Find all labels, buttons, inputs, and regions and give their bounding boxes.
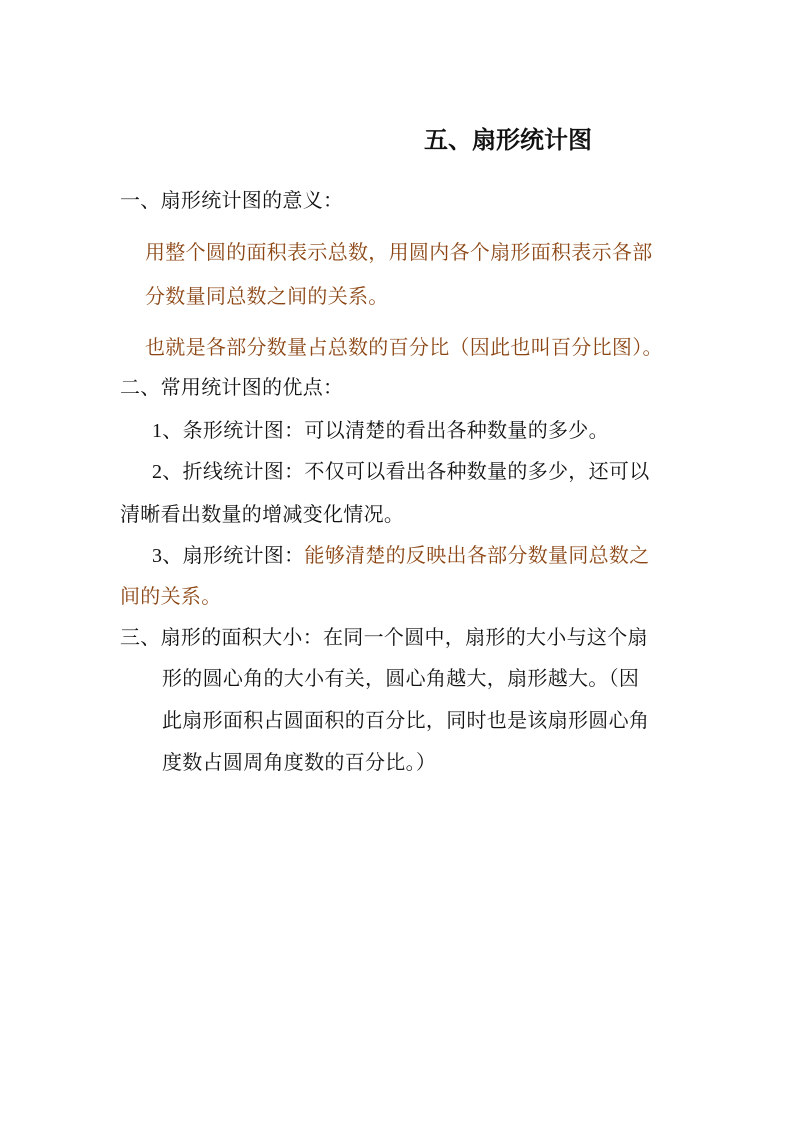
item-text: 条形统计图：可以清楚的看出各种数量的多少。 — [182, 418, 609, 442]
section1-heading: 一、扇形统计图的意义： — [120, 188, 344, 212]
percentage-note: 也就是各部分数量占总数的百分比（因此也叫百分比图）。 — [145, 335, 663, 359]
advantage-item-2-continued: 清晰看出数量的增减变化情况。 — [120, 502, 405, 526]
item-number: 3、 — [152, 545, 183, 567]
section3-line-3: 此扇形面积占圆面积的百分比，同时也是该扇形圆心角 — [162, 708, 650, 732]
advantage-item-1 — [152, 416, 609, 445]
section3-line-2: 形的圆心角的大小有关，圆心角越大，扇形越大。（因 — [162, 666, 640, 690]
item-label: 扇形统计图： — [182, 543, 305, 567]
definition-line-2: 分数量同总数之间的关系。 — [145, 284, 389, 308]
item-text: 折线统计图：不仅可以看出各种数量的多少，还可以 — [182, 459, 650, 483]
advantage-item-3-continued: 间的关系。 — [120, 584, 222, 608]
section3-heading: 三、扇形的面积大小：在同一个圆中，扇形的大小与这个扇 — [120, 625, 648, 649]
item-highlight-text: 能够清楚的反映出各部分数量同总数之 — [304, 543, 650, 567]
advantage-item-2 — [152, 457, 650, 486]
section3-line-4: 度数占圆周角度数的百分比。） — [162, 750, 437, 774]
item-number: 1、 — [152, 420, 183, 442]
page-title: 五、扇形统计图 — [424, 126, 592, 154]
item-number: 2、 — [152, 461, 183, 483]
definition-line-1: 用整个圆的面积表示总数，用圆内各个扇形面积表示各部 — [145, 240, 653, 264]
section2-heading: 二、常用统计图的优点： — [120, 375, 344, 399]
advantage-item-3 — [152, 541, 650, 570]
